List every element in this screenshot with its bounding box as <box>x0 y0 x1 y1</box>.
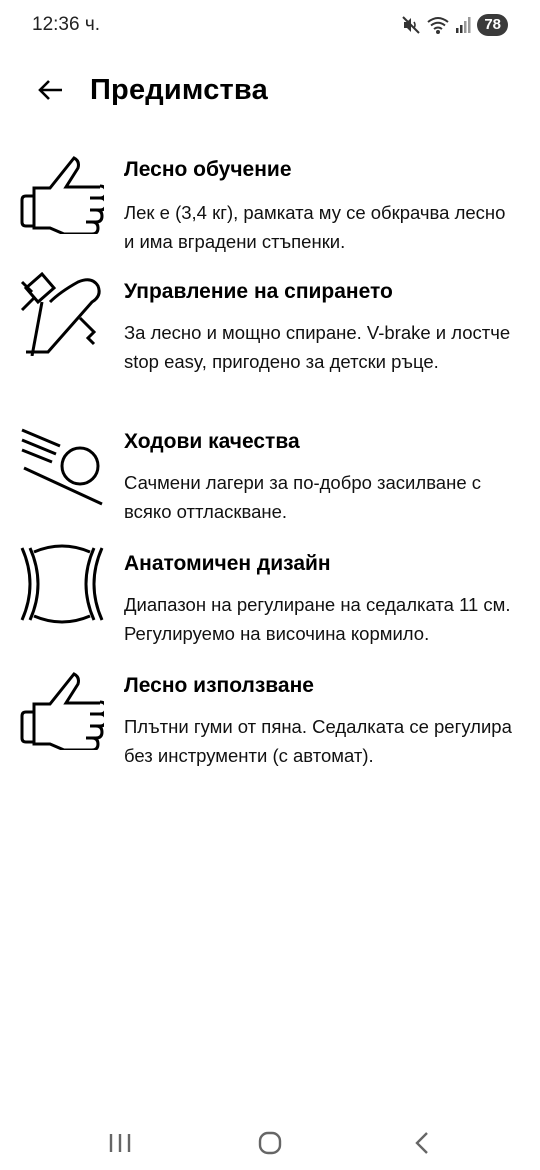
thumbs-up-icon <box>20 666 104 750</box>
signal-icon <box>455 16 471 34</box>
feature-title: Управление на спирането <box>124 280 393 303</box>
home-button[interactable] <box>250 1124 290 1164</box>
system-back-button[interactable] <box>402 1124 442 1164</box>
battery-badge: 78 <box>477 14 508 36</box>
home-icon <box>250 1124 290 1164</box>
ergonomic-shape-icon <box>20 544 104 628</box>
status-bar <box>0 0 540 50</box>
feature-title: Анатомичен дизайн <box>124 552 331 575</box>
thumbs-up-icon <box>20 150 104 234</box>
rolling-wheel-icon <box>20 422 104 506</box>
chevron-left-icon <box>402 1124 442 1164</box>
feature-title: Ходови качества <box>124 430 300 453</box>
feature-description: Плътни гуми от пяна. Седалката се регулира без инструменти (с автомат). <box>124 716 512 766</box>
mute-icon <box>401 15 421 35</box>
recent-apps-icon <box>100 1124 140 1164</box>
feature-description: Сачмени лагери за по-добро засилване с всяко оттласкване. <box>124 472 481 522</box>
brake-lever-icon <box>20 272 104 356</box>
system-nav-bar <box>0 1110 540 1170</box>
page-title: Предимства <box>90 74 268 106</box>
recent-apps-button[interactable] <box>100 1124 140 1164</box>
app-bar <box>0 62 540 118</box>
feature-description: За лесно и мощно спиране. V-brake и лостче stop easy, пригодено за детски ръце. <box>124 322 511 372</box>
status-icons <box>401 14 508 36</box>
feature-title: Лесно използване <box>124 674 314 697</box>
feature-description: Лек е (3,4 кг), рамката му се обкрачва лесно и има вградени стъпенки. <box>124 202 506 252</box>
back-button[interactable] <box>30 70 70 110</box>
status-time: 12:36 ч. <box>32 14 101 35</box>
wifi-icon <box>427 15 449 35</box>
feature-title: Лесно обучение <box>124 158 292 181</box>
back-arrow-icon <box>30 70 70 110</box>
feature-description: Диапазон на регулиране на седалката 11 см. Регулируемо на височина кормило. <box>124 594 511 644</box>
